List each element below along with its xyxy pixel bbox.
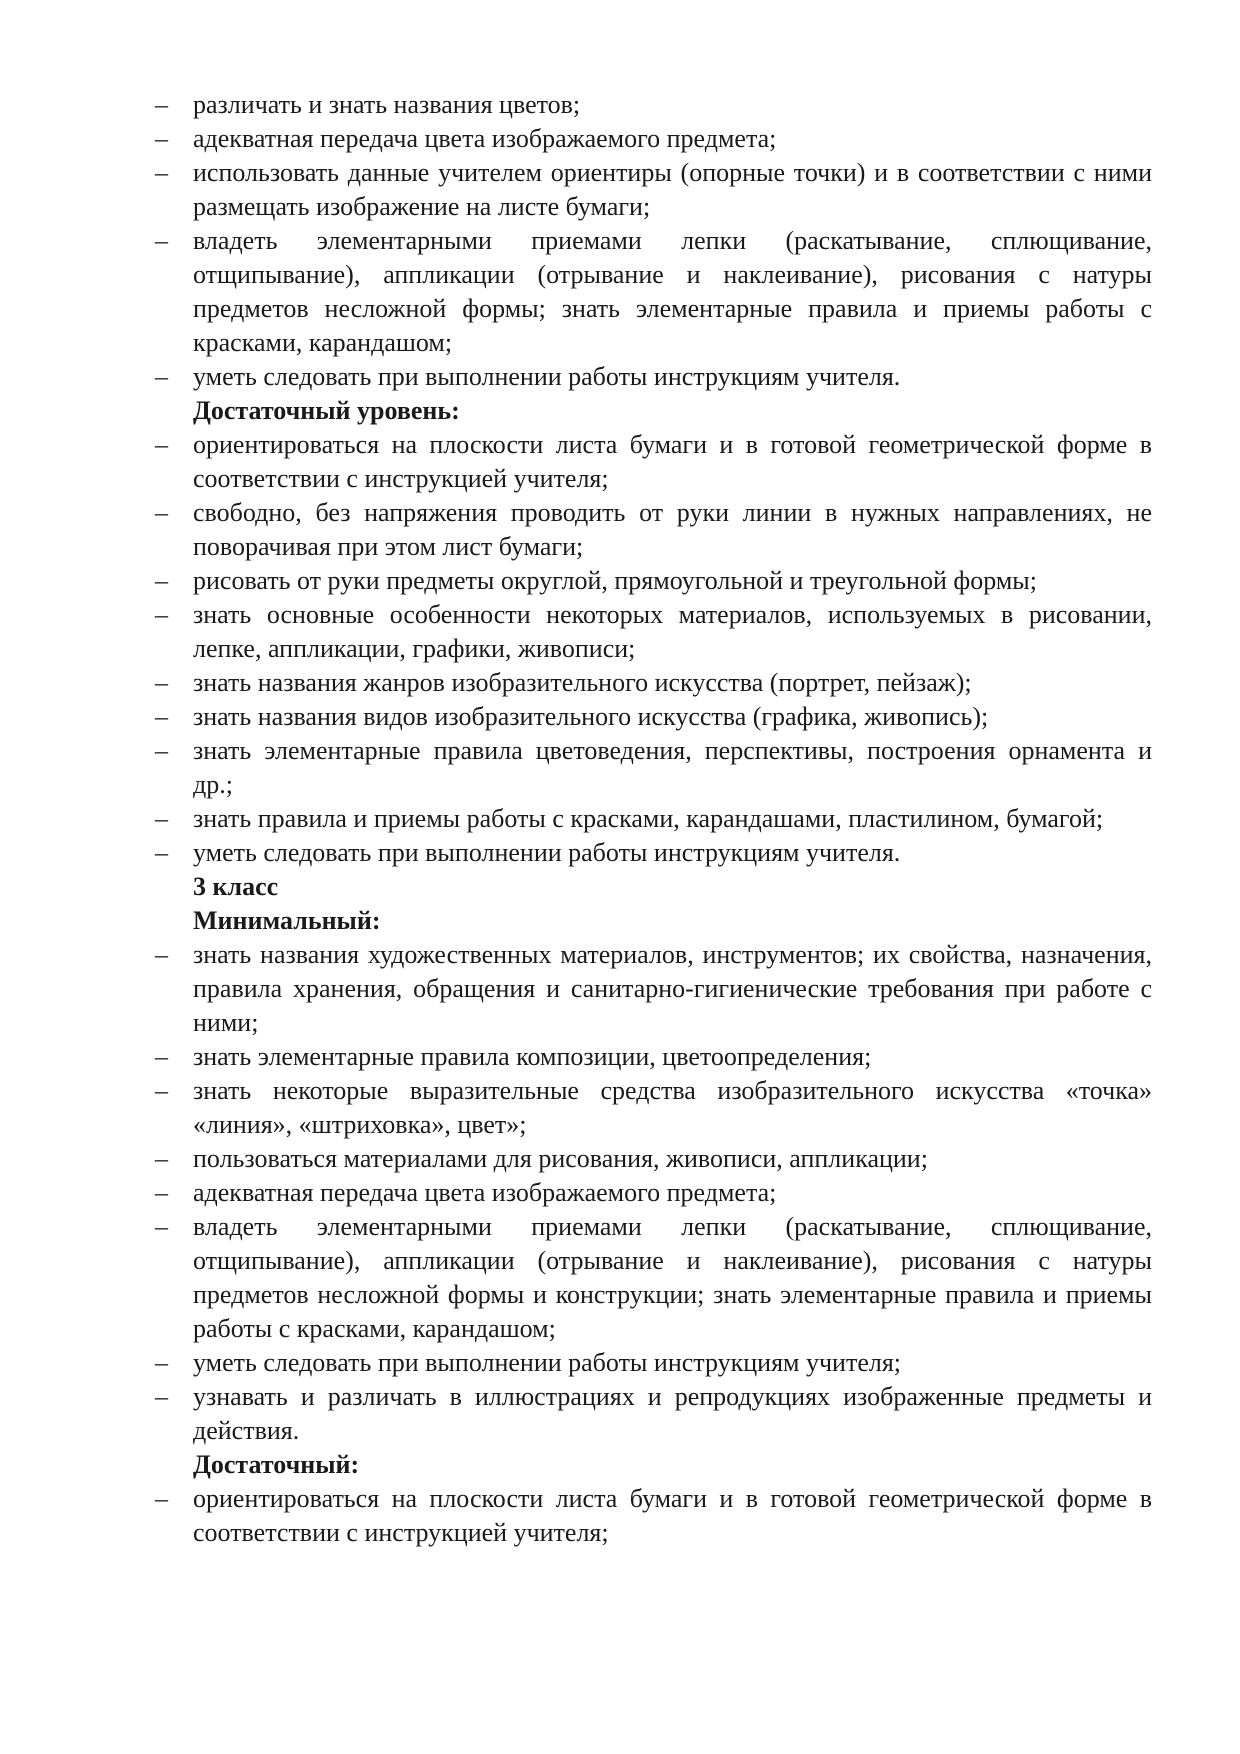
dash-bullet: – — [155, 566, 168, 595]
dash-bullet: – — [155, 1382, 168, 1411]
list-item — [155, 1346, 1152, 1380]
dash-bullet: – — [155, 158, 168, 187]
section-heading: Минимальный: — [193, 906, 381, 935]
list-item — [155, 1040, 1152, 1074]
dash-bullet: – — [155, 124, 168, 153]
list-item-text: уметь следовать при выполнении работы инструкциям учителя. — [193, 362, 901, 391]
section-heading: Достаточный уровень: — [193, 396, 460, 425]
list-item-text: владеть элементарными приемами лепки (раскатывание, сплющивание, отщипывание), аппликации (отрывание и наклеивание), рисования с натуры предметов несложной формы; знать элементарные правила и приемы работы с красками, карандашом; — [193, 226, 1152, 357]
list-item-text: знать элементарные правила цветоведения, перспективы, построения орнамента и др.; — [193, 736, 1152, 799]
section-heading: Достаточный: — [193, 1450, 360, 1479]
list-item — [155, 360, 1152, 394]
list-item — [155, 88, 1152, 122]
dash-bullet: – — [155, 90, 168, 119]
dash-bullet: – — [155, 1144, 168, 1173]
list-item — [155, 1074, 1152, 1142]
list-item-text: адекватная передача цвета изображаемого предмета; — [193, 1178, 777, 1207]
dash-bullet: – — [155, 1212, 168, 1241]
list-item-text: владеть элементарными приемами лепки (раскатывание, сплющивание, отщипывание), аппликации (отрывание и наклеивание), рисования с натуры предметов несложной формы и конструкции; знать элементарные правила и приемы работы с красками, карандашом; — [193, 1212, 1152, 1343]
dash-bullet: – — [155, 226, 168, 255]
list-item — [155, 1482, 1152, 1550]
list-item — [155, 666, 1152, 700]
list-item — [155, 428, 1152, 496]
list-item-text: ориентироваться на плоскости листа бумаги и в готовой геометрической форме в соответствии с инструкцией учителя; — [193, 430, 1152, 493]
list-item-text: знать правила и приемы работы с красками, карандашами, пластилином, бумагой; — [193, 804, 1104, 833]
list-item — [155, 836, 1152, 870]
list-item — [155, 938, 1152, 1040]
dash-bullet: – — [155, 362, 168, 391]
dash-bullet: – — [155, 1484, 168, 1513]
list-item-text: знать некоторые выразительные средства изобразительного искусства «точка» «линия», «штриховка», цвет»; — [193, 1076, 1152, 1139]
list-item-text: знать элементарные правила композиции, цветоопределения; — [193, 1042, 872, 1071]
list-item-text: ориентироваться на плоскости листа бумаги и в готовой геометрической форме в соответствии с инструкцией учителя; — [193, 1484, 1152, 1547]
list-item — [155, 802, 1152, 836]
list-item — [155, 224, 1152, 360]
dash-bullet: – — [155, 702, 168, 731]
list-item-text: различать и знать названия цветов; — [193, 90, 581, 119]
list-item-text: свободно, без напряжения проводить от руки линии в нужных направлениях, не поворачивая при этом лист бумаги; — [193, 498, 1152, 561]
section-heading: 3 класс — [193, 872, 279, 901]
list-item-text: знать названия видов изобразительного искусства (графика, живопись); — [193, 702, 989, 731]
dash-bullet: – — [155, 600, 168, 629]
dash-bullet: – — [155, 1178, 168, 1207]
list-item — [155, 598, 1152, 666]
dash-bullet: – — [155, 804, 168, 833]
list-item-text: уметь следовать при выполнении работы инструкциям учителя; — [193, 1348, 902, 1377]
dash-bullet: – — [155, 498, 168, 527]
dash-bullet: – — [155, 736, 168, 765]
dash-bullet: – — [155, 940, 168, 969]
list-item-text: знать названия художественных материалов, инструментов; их свойства, назначения, правила хранения, обращения и санитарно-гигиенические требования при работе с ними; — [193, 940, 1152, 1037]
list-item-text: использовать данные учителем ориентиры (опорные точки) и в соответствии с ними размещать изображение на листе бумаги; — [193, 158, 1152, 221]
dash-bullet: – — [155, 1348, 168, 1377]
list-item-text: пользоваться материалами для рисования, живописи, аппликации; — [193, 1144, 928, 1173]
dash-bullet: – — [155, 668, 168, 697]
list-item — [155, 1380, 1152, 1448]
list-item — [155, 700, 1152, 734]
dash-bullet: – — [155, 430, 168, 459]
list-item — [155, 1142, 1152, 1176]
list-item — [155, 564, 1152, 598]
dash-bullet: – — [155, 1076, 168, 1105]
list-item-text: адекватная передача цвета изображаемого предмета; — [193, 124, 777, 153]
list-item — [155, 734, 1152, 802]
list-item — [155, 156, 1152, 224]
list-item — [155, 1176, 1152, 1210]
list-item-text: знать названия жанров изобразительного искусства (портрет, пейзаж); — [193, 668, 972, 697]
document-body — [155, 88, 1152, 1550]
list-item-text: узнавать и различать в иллюстрациях и репродукциях изображенные предметы и действия. — [193, 1382, 1152, 1445]
list-item-text: знать основные особенности некоторых материалов, используемых в рисовании, лепке, аппликации, графики, живописи; — [193, 600, 1152, 663]
list-item — [155, 122, 1152, 156]
dash-bullet: – — [155, 1042, 168, 1071]
list-item — [155, 496, 1152, 564]
list-item-text: рисовать от руки предметы округлой, прямоугольной и треугольной формы; — [193, 566, 1037, 595]
dash-bullet: – — [155, 838, 168, 867]
list-item — [155, 1210, 1152, 1346]
list-item-text: уметь следовать при выполнении работы инструкциям учителя. — [193, 838, 901, 867]
